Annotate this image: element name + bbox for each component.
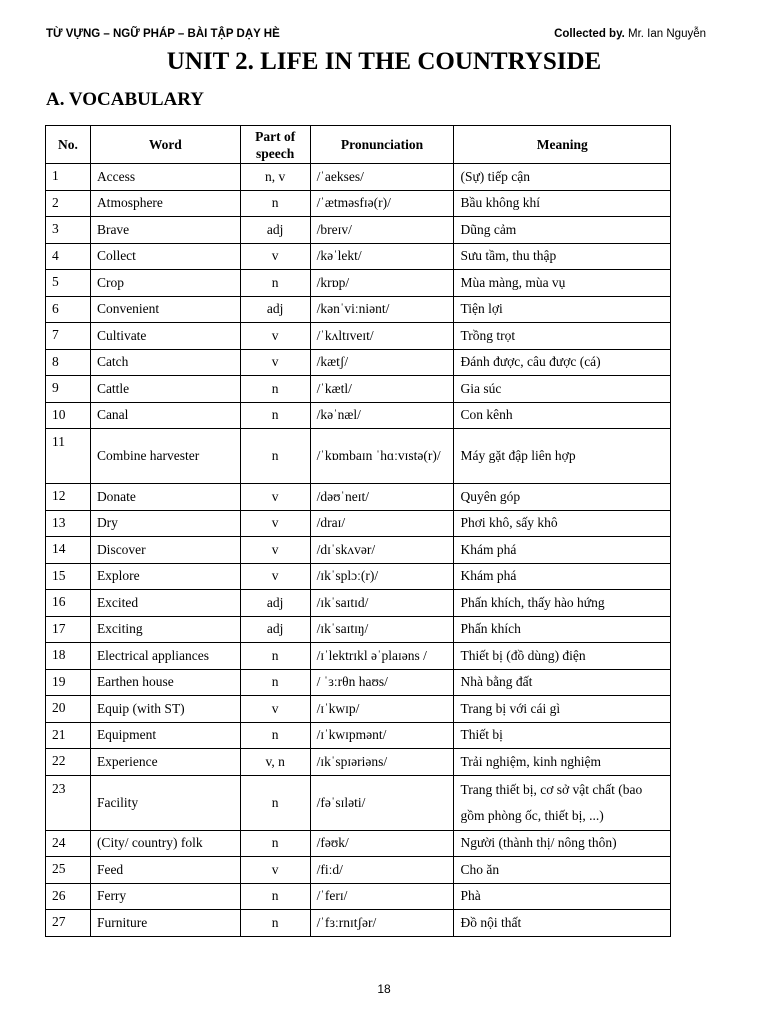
pronunciation-cell: /ɪˈkwɪp/ xyxy=(310,696,454,723)
pronunciation-cell: /ɪkˈsplɔː(r)/ xyxy=(310,563,454,590)
word-cell: Experience xyxy=(90,749,240,776)
table-row xyxy=(46,243,671,270)
part-of-speech-cell: v xyxy=(240,563,310,590)
pronunciation-cell: /ˈkʌltɪveɪt/ xyxy=(310,323,454,350)
section-heading: A. VOCABULARY xyxy=(46,89,205,110)
word-cell: Collect xyxy=(90,243,240,270)
pronunciation-cell: /ˈætməsfɪə(r)/ xyxy=(310,190,454,217)
table-row xyxy=(46,775,671,830)
part-of-speech-cell: n xyxy=(240,270,310,297)
part-of-speech-cell: v xyxy=(240,696,310,723)
header-credit xyxy=(554,28,706,40)
meaning-cell: Máy gặt đập liên hợp xyxy=(454,429,671,484)
meaning-cell: Thiết bị (đồ dùng) điện xyxy=(454,643,671,670)
row-number: 3 xyxy=(46,217,91,244)
word-cell: Furniture xyxy=(90,910,240,937)
meaning-cell: Phà xyxy=(454,883,671,910)
table-row xyxy=(46,830,671,857)
part-of-speech-cell: adj xyxy=(240,616,310,643)
table-row xyxy=(46,484,671,511)
word-cell: Ferry xyxy=(90,883,240,910)
meaning-cell: Con kênh xyxy=(454,402,671,429)
word-cell: Electrical appliances xyxy=(90,643,240,670)
meaning-cell: Đồ nội thất xyxy=(454,910,671,937)
part-of-speech-cell: adj xyxy=(240,217,310,244)
row-number: 7 xyxy=(46,323,91,350)
table-header-row xyxy=(46,126,671,164)
meaning-cell: Mùa màng, mùa vụ xyxy=(454,270,671,297)
table-row xyxy=(46,857,671,884)
meaning-cell: Thiết bị xyxy=(454,722,671,749)
meaning-cell: Khám phá xyxy=(454,563,671,590)
part-of-speech-cell: v, n xyxy=(240,749,310,776)
word-cell: Atmosphere xyxy=(90,190,240,217)
pronunciation-cell: /draɪ/ xyxy=(310,510,454,537)
row-number: 1 xyxy=(46,164,91,191)
pronunciation-cell: /ɪˈkwɪpmənt/ xyxy=(310,722,454,749)
table-row xyxy=(46,883,671,910)
pronunciation-cell: /ˈfɜːrnɪtʃər/ xyxy=(310,910,454,937)
pronunciation-cell: /dəʊˈneɪt/ xyxy=(310,484,454,511)
row-number: 4 xyxy=(46,243,91,270)
word-cell: Discover xyxy=(90,537,240,564)
part-of-speech-cell: n xyxy=(240,883,310,910)
part-of-speech-cell: v xyxy=(240,857,310,884)
table-row xyxy=(46,402,671,429)
table-row xyxy=(46,696,671,723)
table-row xyxy=(46,510,671,537)
row-number: 5 xyxy=(46,270,91,297)
table-row xyxy=(46,563,671,590)
table-row xyxy=(46,643,671,670)
word-cell: (City/ country) folk xyxy=(90,830,240,857)
pronunciation-cell: /ɪkˈspɪəriəns/ xyxy=(310,749,454,776)
table-body xyxy=(46,164,671,937)
pronunciation-cell: / ˈɜːrθn haʊs/ xyxy=(310,669,454,696)
pronunciation-cell: /ɪkˈsaɪtɪŋ/ xyxy=(310,616,454,643)
part-of-speech-cell: n xyxy=(240,429,310,484)
meaning-cell: Trang bị với cái gì xyxy=(454,696,671,723)
row-number: 9 xyxy=(46,376,91,403)
row-number: 12 xyxy=(46,484,91,511)
row-number: 24 xyxy=(46,830,91,857)
meaning-cell: (Sự) tiếp cận xyxy=(454,164,671,191)
header-part-of-speech: Part of speech xyxy=(240,126,310,164)
meaning-cell: Phơi khô, sấy khô xyxy=(454,510,671,537)
word-cell: Convenient xyxy=(90,296,240,323)
pronunciation-cell: /ˈferɪ/ xyxy=(310,883,454,910)
pronunciation-cell: /ˈaekses/ xyxy=(310,164,454,191)
pronunciation-cell: /fəʊk/ xyxy=(310,830,454,857)
row-number: 11 xyxy=(46,429,91,484)
word-cell: Equip (with ST) xyxy=(90,696,240,723)
row-number: 15 xyxy=(46,563,91,590)
row-number: 26 xyxy=(46,883,91,910)
word-cell: Facility xyxy=(90,775,240,830)
word-cell: Cultivate xyxy=(90,323,240,350)
row-number: 13 xyxy=(46,510,91,537)
table-row xyxy=(46,217,671,244)
word-cell: Donate xyxy=(90,484,240,511)
meaning-cell: Người (thành thị/ nông thôn) xyxy=(454,830,671,857)
part-of-speech-cell: adj xyxy=(240,296,310,323)
meaning-cell: Sưu tầm, thu thập xyxy=(454,243,671,270)
pronunciation-cell: /dɪˈskʌvər/ xyxy=(310,537,454,564)
table-row xyxy=(46,296,671,323)
table-row xyxy=(46,376,671,403)
meaning-cell: Nhà bằng đất xyxy=(454,669,671,696)
meaning-cell: Trải nghiệm, kinh nghiệm xyxy=(454,749,671,776)
part-of-speech-cell: v xyxy=(240,323,310,350)
part-of-speech-cell: v xyxy=(240,484,310,511)
word-cell: Crop xyxy=(90,270,240,297)
header-credit-label: Collected by. xyxy=(554,28,625,40)
row-number: 16 xyxy=(46,590,91,617)
part-of-speech-cell: v xyxy=(240,510,310,537)
word-cell: Feed xyxy=(90,857,240,884)
word-cell: Access xyxy=(90,164,240,191)
pronunciation-cell: /kənˈviːniənt/ xyxy=(310,296,454,323)
row-number: 10 xyxy=(46,402,91,429)
row-number: 19 xyxy=(46,669,91,696)
table-row xyxy=(46,910,671,937)
row-number: 20 xyxy=(46,696,91,723)
part-of-speech-cell: n xyxy=(240,830,310,857)
word-cell: Canal xyxy=(90,402,240,429)
pronunciation-cell: /ɪkˈsaɪtɪd/ xyxy=(310,590,454,617)
part-of-speech-cell: n xyxy=(240,643,310,670)
row-number: 22 xyxy=(46,749,91,776)
part-of-speech-cell: n xyxy=(240,190,310,217)
meaning-cell: Tiện lợi xyxy=(454,296,671,323)
word-cell: Earthen house xyxy=(90,669,240,696)
part-of-speech-cell: v xyxy=(240,537,310,564)
table-row xyxy=(46,749,671,776)
meaning-cell: Gia súc xyxy=(454,376,671,403)
part-of-speech-cell: n xyxy=(240,376,310,403)
table-row xyxy=(46,537,671,564)
meaning-cell: Trồng trọt xyxy=(454,323,671,350)
meaning-cell: Dũng cảm xyxy=(454,217,671,244)
pronunciation-cell: /kætʃ/ xyxy=(310,349,454,376)
pronunciation-cell: /ˈkætl/ xyxy=(310,376,454,403)
part-of-speech-cell: n xyxy=(240,910,310,937)
header-credit-name: Mr. Ian Nguyễn xyxy=(628,28,706,40)
table-row xyxy=(46,616,671,643)
table-row xyxy=(46,590,671,617)
word-cell: Excited xyxy=(90,590,240,617)
meaning-cell: Phấn khích, thấy hào hứng xyxy=(454,590,671,617)
meaning-cell: Phấn khích xyxy=(454,616,671,643)
part-of-speech-cell: n xyxy=(240,669,310,696)
part-of-speech-cell: v xyxy=(240,349,310,376)
meaning-cell: Trang thiết bị, cơ sở vật chất (bao gồm phòng ốc, thiết bị, ...) xyxy=(454,775,671,830)
unit-title: UNIT 2. LIFE IN THE COUNTRYSIDE xyxy=(166,48,602,75)
row-number: 25 xyxy=(46,857,91,884)
part-of-speech-cell: n xyxy=(240,775,310,830)
pronunciation-cell: /ˈkɒmbaɪn ˈhɑːvɪstə(r)/ xyxy=(310,429,454,484)
meaning-cell: Đánh được, câu được (cá) xyxy=(454,349,671,376)
part-of-speech-cell: n, v xyxy=(240,164,310,191)
table-row xyxy=(46,323,671,350)
header-meaning: Meaning xyxy=(454,126,671,164)
word-cell: Equipment xyxy=(90,722,240,749)
table-row xyxy=(46,722,671,749)
pronunciation-cell: /kəˈnæl/ xyxy=(310,402,454,429)
pronunciation-cell: /breɪv/ xyxy=(310,217,454,244)
pronunciation-cell: /fiːd/ xyxy=(310,857,454,884)
pronunciation-cell: /kəˈlekt/ xyxy=(310,243,454,270)
table-row xyxy=(46,669,671,696)
row-number: 8 xyxy=(46,349,91,376)
pronunciation-cell: /ɪˈlektrɪkl əˈplaɪəns / xyxy=(310,643,454,670)
row-number: 18 xyxy=(46,643,91,670)
page-header xyxy=(46,28,706,44)
part-of-speech-cell: v xyxy=(240,243,310,270)
table-row xyxy=(46,349,671,376)
word-cell: Dry xyxy=(90,510,240,537)
row-number: 17 xyxy=(46,616,91,643)
word-cell: Exciting xyxy=(90,616,240,643)
part-of-speech-cell: n xyxy=(240,722,310,749)
meaning-cell: Quyên góp xyxy=(454,484,671,511)
word-cell: Combine harvester xyxy=(90,429,240,484)
row-number: 23 xyxy=(46,775,91,830)
row-number: 21 xyxy=(46,722,91,749)
word-cell: Brave xyxy=(90,217,240,244)
header-no: No. xyxy=(46,126,91,164)
table-row xyxy=(46,270,671,297)
word-cell: Catch xyxy=(90,349,240,376)
part-of-speech-cell: n xyxy=(240,402,310,429)
word-cell: Explore xyxy=(90,563,240,590)
pronunciation-cell: /krɒp/ xyxy=(310,270,454,297)
header-course-title: TỪ VỰNG – NGỮ PHÁP – BÀI TẬP DẠY HÈ xyxy=(46,28,280,40)
table-row xyxy=(46,190,671,217)
word-cell: Cattle xyxy=(90,376,240,403)
page-number: 18 xyxy=(377,982,391,996)
pronunciation-cell: /fəˈsɪləti/ xyxy=(310,775,454,830)
table-row xyxy=(46,429,671,484)
header-word: Word xyxy=(90,126,240,164)
meaning-cell: Khám phá xyxy=(454,537,671,564)
row-number: 14 xyxy=(46,537,91,564)
row-number: 27 xyxy=(46,910,91,937)
header-pronunciation: Pronunciation xyxy=(310,126,454,164)
meaning-cell: Cho ăn xyxy=(454,857,671,884)
vocabulary-table xyxy=(45,125,671,937)
row-number: 2 xyxy=(46,190,91,217)
part-of-speech-cell: adj xyxy=(240,590,310,617)
table-row xyxy=(46,164,671,191)
meaning-cell: Bầu không khí xyxy=(454,190,671,217)
row-number: 6 xyxy=(46,296,91,323)
